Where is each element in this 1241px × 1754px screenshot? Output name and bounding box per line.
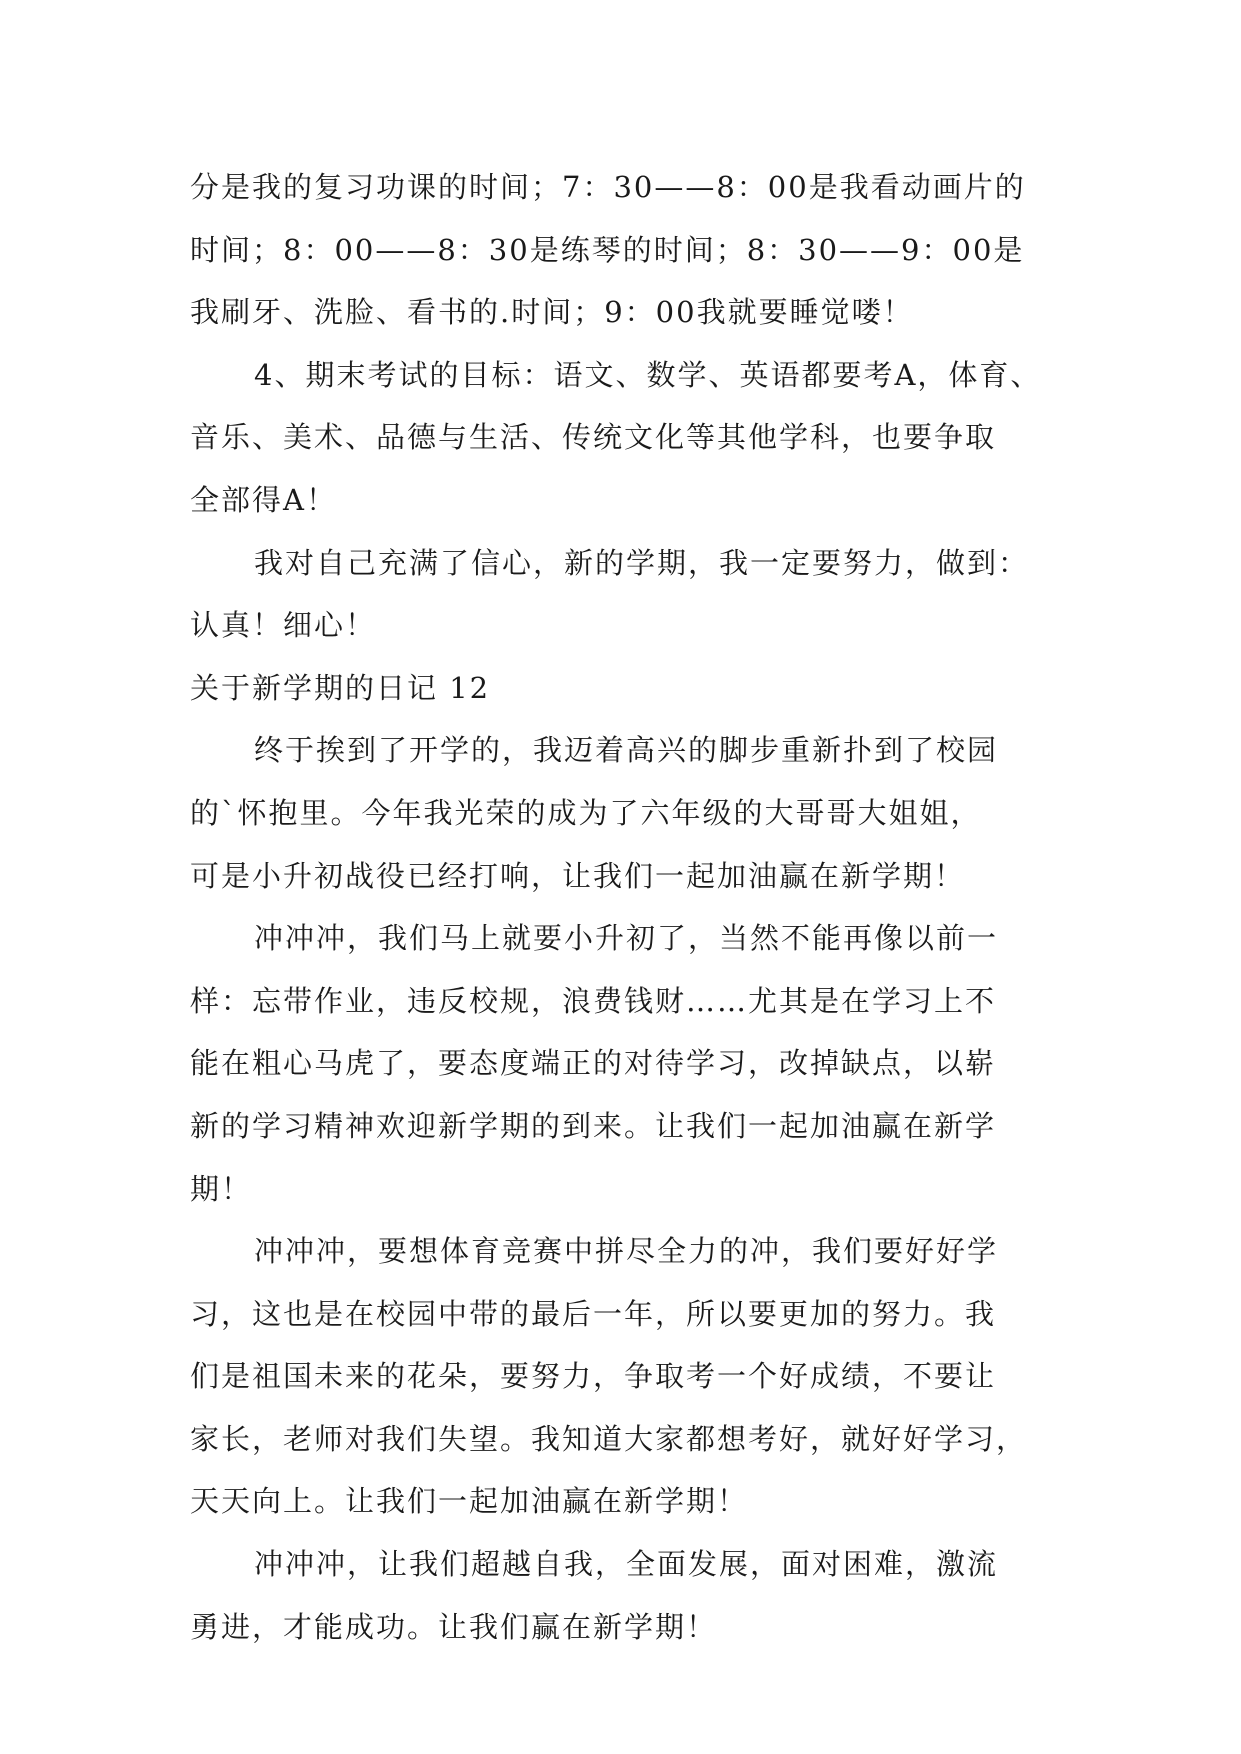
text-line: 分是我的复习功课的时间；7：30——8：00是我看动画片的 — [190, 170, 1026, 204]
text-line: 能在粗心马虎了，要态度端正的对待学习，改掉缺点，以崭 — [190, 1046, 997, 1081]
text-line: 新的学习精神欢迎新学期的到来。让我们一起加油赢在新学 — [190, 1108, 997, 1143]
text-line: 习，这也是在校园中带的最后一年，所以要更加的努力。我 — [190, 1296, 997, 1331]
text-line: 全部得A！ — [190, 482, 337, 517]
text-line: 我刷牙、洗脸、看书的.时间；9：00我就要睡觉喽！ — [190, 295, 914, 330]
text-line: 们是祖国未来的花朵，要努力，争取考一个好成绩，不要让 — [190, 1359, 997, 1394]
text-line: 音乐、美术、品德与生活、传统文化等其他学科，也要争取 — [190, 420, 997, 455]
text-line: 可是小升初战役已经打响，让我们一起加油赢在新学期！ — [190, 858, 966, 893]
text-line: 天天向上。让我们一起加油赢在新学期！ — [190, 1484, 749, 1519]
text-line: 期！ — [190, 1171, 253, 1206]
text-line: 认真！细心！ — [190, 608, 377, 643]
document-body — [190, 156, 1050, 1658]
section-heading: 关于新学期的日记 12 — [190, 670, 491, 705]
text-line: 冲冲冲，我们马上就要小升初了，当然不能再像以前一 — [254, 921, 999, 956]
text-line: 终于挨到了开学的，我迈着高兴的脚步重新扑到了校园 — [254, 733, 999, 768]
text-line: 冲冲冲，让我们超越自我，全面发展，面对困难，激流 — [254, 1547, 999, 1582]
text-line: 样：忘带作业，违反校规，浪费钱财……尤其是在学习上不 — [190, 983, 997, 1018]
text-line: 的`怀抱里。今年我光荣的成为了六年级的大哥哥大姐姐， — [190, 795, 982, 830]
text-line: 4、期末考试的目标：语文、数学、英语都要考A，体育、 — [254, 357, 1042, 392]
text-line: 勇进，才能成功。让我们赢在新学期！ — [190, 1609, 718, 1644]
text-line: 时间；8：00——8：30是练琴的时间；8：30——9：00是 — [190, 232, 1025, 267]
text-line: 家长，老师对我们失望。我知道大家都想考好，就好好学习， — [190, 1421, 1028, 1456]
text-line: 冲冲冲，要想体育竞赛中拼尽全力的冲，我们要好好学 — [254, 1234, 999, 1269]
text-line: 我对自己充满了信心，新的学期，我一定要努力，做到： — [254, 545, 1030, 580]
